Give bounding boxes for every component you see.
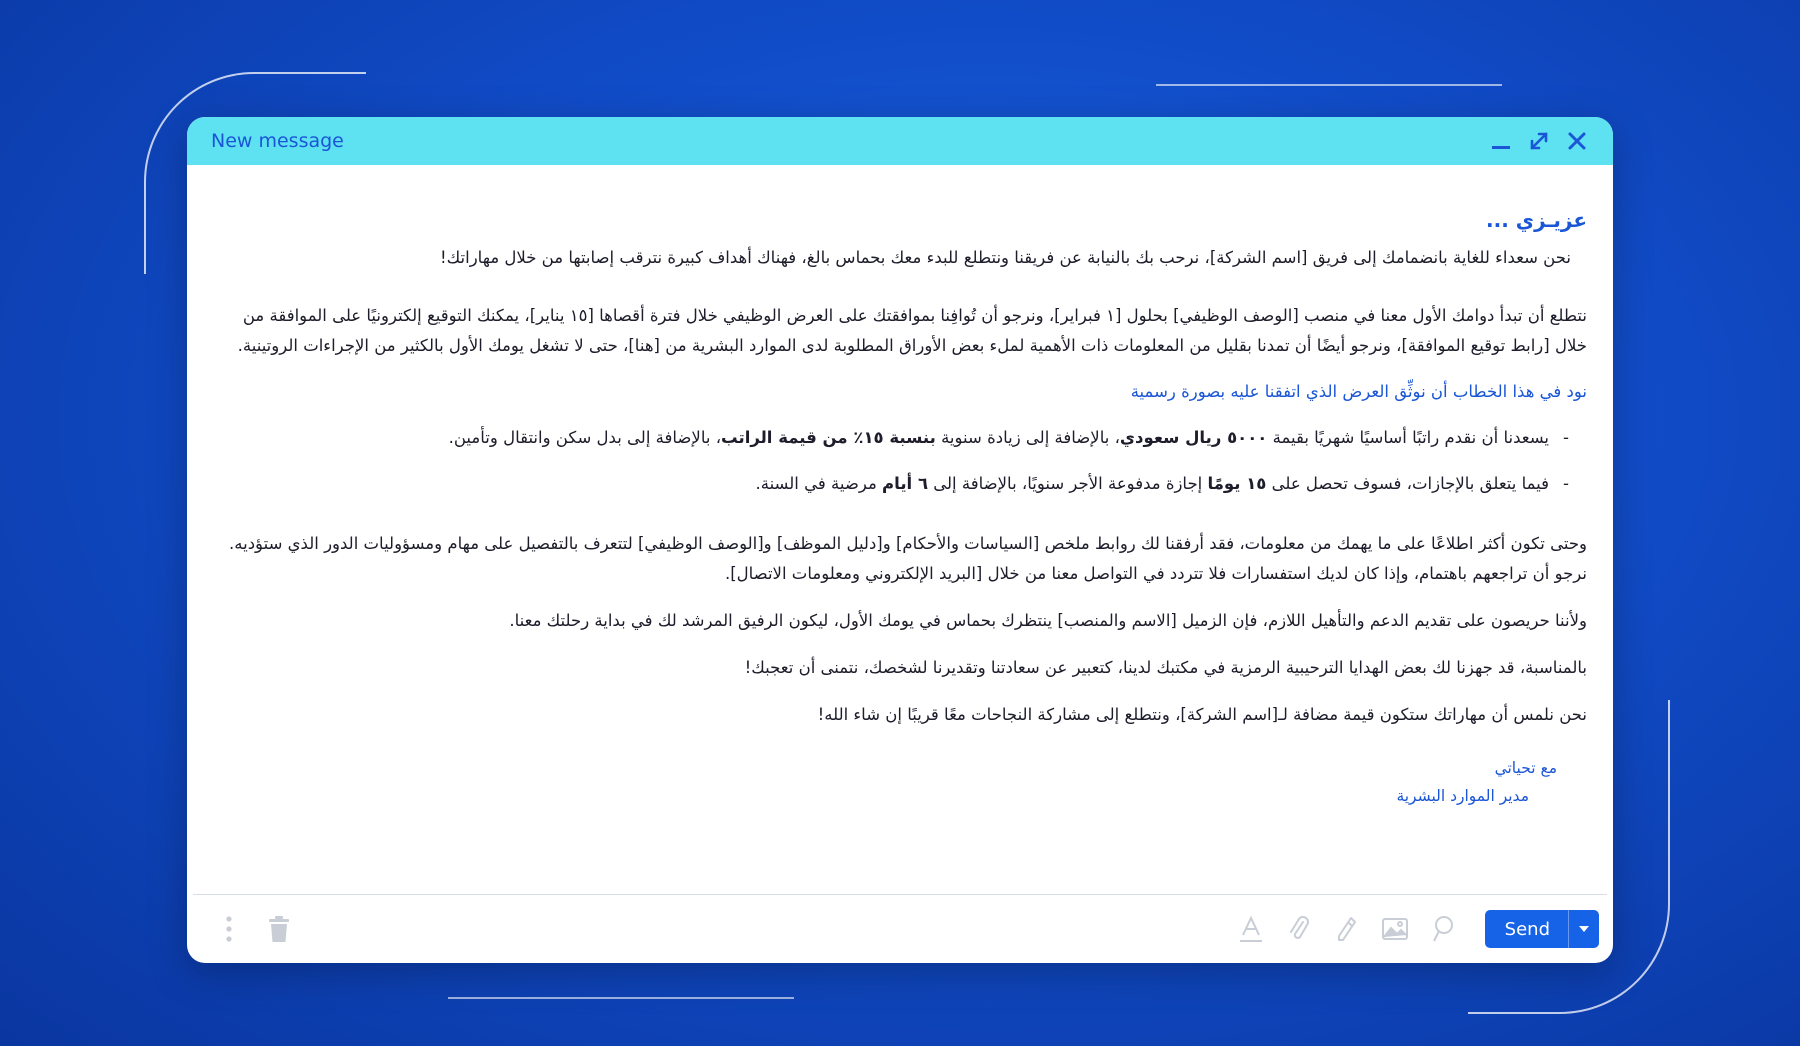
compose-window [187, 117, 1613, 963]
window-controls [1489, 129, 1589, 153]
signature [227, 754, 1587, 810]
closing-paragraph: نحن نلمس أن مهاراتك ستكون قيمة مضافة لـ[اسم الشركة]، ونتطلع إلى مشاركة النجاحات معًا قريبًا إن شاء الله! [817, 705, 1587, 724]
pen-icon[interactable] [1333, 915, 1361, 943]
window-title: New message [211, 130, 344, 152]
more-options-icon[interactable] [215, 915, 243, 943]
close-icon[interactable] [1565, 129, 1589, 153]
compose-titlebar [187, 117, 1613, 165]
salary-item: -يسعدنا أن نقدم راتبًا أساسيًا شهريًا بقيمة ٥٠٠٠ ريال سعودي، بالإضافة إلى زيادة سنوية بنسبة ١٥٪ من قيمة الراتب، بالإضافة إلى بدل سكن وانتقال وتأمين. [448, 428, 1569, 447]
offer-subheading: نود في هذا الخطاب أن نوثِّق العرض الذي اتفقنا عليه بصورة رسمية [1130, 382, 1587, 401]
offer-list [227, 423, 1587, 499]
buddy-paragraph: ولأننا حريصون على تقديم الدعم والتأهيل اللازم، فإن الزميل [الاسم والمنصب] ينتظرك بحماس في يومك الأول، ليكون الرفيق المرشد لك في بداية رحلتك معنا. [509, 611, 1587, 630]
trash-icon[interactable] [265, 915, 293, 943]
send-button-group [1485, 910, 1599, 948]
location-pin-icon[interactable] [1429, 915, 1457, 943]
intro-paragraph: نحن سعداء للغاية بانضمامك إلى فريق [اسم الشركة]، نرحب بك بالنيابة عن فريقنا ونتطلع للبدء معك بحماس بالغ، فهناك أهداف كبيرة نترقب إصابتها من خلال مهاراتك! [440, 248, 1571, 267]
signature-role: مدير الموارد البشرية [1396, 787, 1529, 805]
attachment-icon[interactable] [1285, 915, 1313, 943]
footer-left-tools [215, 915, 293, 943]
minimize-icon[interactable] [1489, 129, 1513, 153]
resources-paragraph: وحتى تكون أكثر اطلاعًا على ما يهمك من معلومات، فقد أرفقنا لك روابط ملخص [السياسات والأحكام] و[دليل الموظف] و[الوصف الوظيفي] لتتعرف بالتفصيل على مهام ومسؤوليات الدور الذي ستؤديه. نرجو أن تراجعهم باهتمام، وإذا كان لديك استفسارات فلا تتردد في التواصل معنا من خلال [البريد الإلكتروني ومعلومات الاتصال]. [229, 534, 1587, 583]
send-button[interactable]: Send [1485, 910, 1568, 948]
image-icon[interactable] [1381, 915, 1409, 943]
signoff: مع تحياتي [1494, 759, 1557, 777]
gifts-paragraph: بالمناسبة، قد جهزنا لك بعض الهدايا الترحيبية الرمزية في مكتبك لدينا، كتعبير عن سعادتنا وتقديرنا لشخصك، نتمنى أن تعجبك! [744, 658, 1587, 677]
decorative-line-bottom [448, 997, 794, 999]
start-date-paragraph: نتطلع أن تبدأ دوامك الأول معنا في منصب [الوصف الوظيفي] بحلول [١ فبراير]، ونرجو أن تُوافِنا بموافقتك على العرض الوظيفي خلال فترة أقصاها [١٥ يناير]، يمكنك التوقيع إلكترونيًا على الموافقة من خلال [رابط توقيع الموافقة]، ونرجو أيضًا أن تمدنا بقليل من المعلومات ذات الأهمية لملء بعض الأوراق المطلوبة لدى الموارد البشرية من [هنا]، حتى لا تشغل يومك الأول بالكثير من الإجراءات الروتينية. [237, 306, 1587, 355]
chevron-down-icon[interactable] [1569, 910, 1599, 948]
compose-footer [193, 894, 1607, 963]
vacation-item: -فيما يتعلق بالإجازات، فسوف تحصل على ١٥ يومًا إجازة مدفوعة الأجر سنويًا، بالإضافة إلى ٦ أيام مرضية في السنة. [755, 474, 1569, 493]
greeting: عزيـزي ... [1486, 208, 1587, 232]
message-body[interactable] [187, 165, 1613, 810]
text-format-icon[interactable] [1237, 915, 1265, 943]
expand-icon[interactable] [1527, 129, 1551, 153]
footer-right-tools [1237, 910, 1599, 948]
decorative-line-top [1156, 84, 1502, 86]
